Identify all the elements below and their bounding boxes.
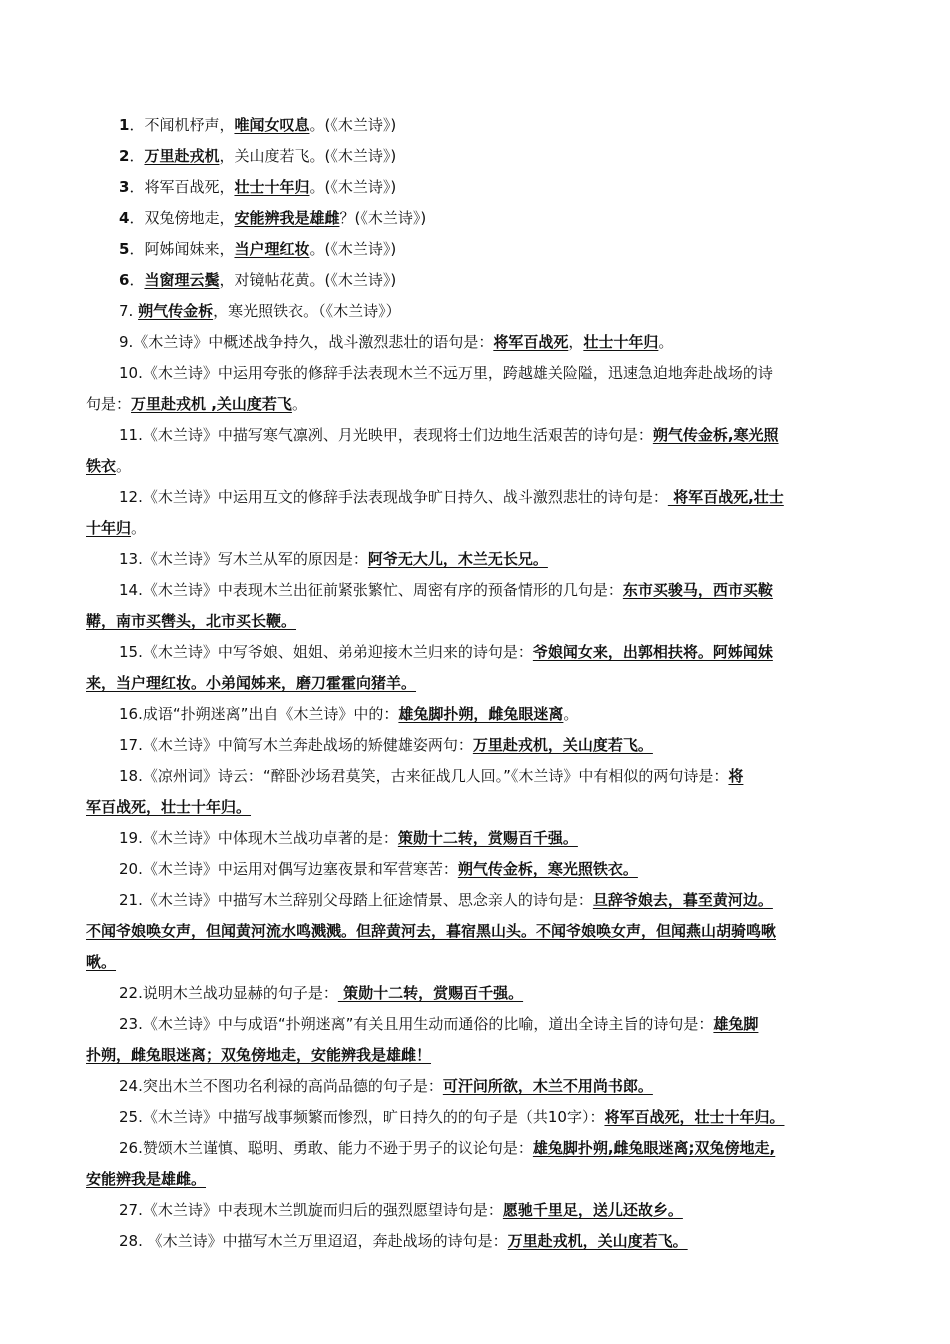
answer-text: 策勋十二转，赏赐百千强。 (397, 829, 578, 847)
text-line (86, 637, 866, 668)
text-line (86, 606, 866, 637)
document-body (86, 110, 866, 1257)
question-text: 28. 《木兰诗》中描写木兰万里迢迢，奔赴战场的诗句是： (119, 1232, 508, 1250)
question-item (86, 482, 866, 544)
question-text: ，对镜帖花黄。(《木兰诗》) (219, 271, 397, 289)
question-text: 。(《木兰诗》) (309, 240, 397, 258)
question-item (86, 1009, 866, 1071)
text-line (86, 792, 866, 823)
answer-text: 策勋十二转，赏赐百千强。 (337, 984, 524, 1002)
answer-text: 当窗理云鬓 (144, 271, 220, 289)
text-line (86, 203, 866, 234)
question-item (86, 730, 866, 761)
answer-text: 安能辨我是雄雌 (234, 209, 340, 227)
text-line (86, 141, 866, 172)
answer-text: 朔气传金柝 (138, 302, 214, 320)
answer-text: 爷娘闻女来，出郭相扶将。阿姊闻妹 (532, 643, 773, 661)
question-text: 14.《木兰诗》中表现木兰出征前紧张繁忙、周密有序的预备情形的几句是： (119, 581, 623, 599)
question-text: 。 (131, 519, 147, 537)
answer-text: 可汗问所欲，木兰不用尚书郎。 (442, 1077, 653, 1095)
text-line (86, 854, 866, 885)
question-item (86, 296, 866, 327)
text-line (86, 451, 866, 482)
question-text: ，关山度若飞。(《木兰诗》) (219, 147, 397, 165)
question-text: ． (129, 271, 145, 289)
question-text: 22.说明木兰战功显赫的句子是： (119, 984, 338, 1002)
question-text: 9.《木兰诗》中概述战争持久，战斗激烈悲壮的语句是： (119, 333, 494, 351)
question-text: 27.《木兰诗》中表现木兰凯旋而归后的强烈愿望诗句是： (119, 1201, 503, 1219)
question-text: 19.《木兰诗》中体现木兰战功卓著的是： (119, 829, 398, 847)
answer-text: 当户理红妆 (234, 240, 310, 258)
text-line (86, 234, 866, 265)
answer-text: 壮士十年归 (583, 333, 659, 351)
text-line (86, 172, 866, 203)
text-line (86, 327, 866, 358)
question-text: 23.《木兰诗》中与成语“扑朔迷离”有关且用生动而通俗的比喻，道出全诗主旨的诗句是： (119, 1015, 714, 1033)
text-line (86, 978, 866, 1009)
answer-text: 朔气传金柝,寒光照 (652, 426, 779, 444)
answer-text: 铁衣 (86, 457, 117, 475)
text-line (86, 916, 866, 947)
question-item (86, 823, 866, 854)
text-line (86, 761, 866, 792)
answer-text: 朔气传金柝，寒光照铁衣。 (457, 860, 638, 878)
question-text: 10.《木兰诗》中运用夸张的修辞手法表现木兰不远万里，跨越雄关险隘，迅速急迫地奔赴战场的诗 (119, 364, 773, 382)
question-item (86, 978, 866, 1009)
question-text: 21.《木兰诗》中描写木兰辞别父母踏上征途情景、思念亲人的诗句是： (119, 891, 593, 909)
question-item (86, 761, 866, 823)
question-text: 7. (119, 302, 139, 320)
text-line (86, 1040, 866, 1071)
question-text: 。 (563, 705, 579, 723)
question-item (86, 854, 866, 885)
answer-text: 唯闻女叹息 (234, 116, 310, 134)
question-text: 26.赞颂木兰谨慎、聪明、勇敢、能力不逊于男子的议论句是： (119, 1139, 533, 1157)
item-number: 6 (119, 271, 130, 289)
text-line (86, 482, 866, 513)
text-line (86, 110, 866, 141)
answer-text: 万里赴戎机 (144, 147, 220, 165)
text-line (86, 699, 866, 730)
text-line (86, 668, 866, 699)
answer-text: 万里赴戎机 ,关山度若飞 (131, 395, 292, 413)
answer-text: 阿爷无大儿，木兰无长兄。 (367, 550, 548, 568)
text-line (86, 1009, 866, 1040)
text-line (86, 885, 866, 916)
answer-text: 十年归 (86, 519, 132, 537)
question-text: 15.《木兰诗》中写爷娘、姐姐、弟弟迎接木兰归来的诗句是： (119, 643, 533, 661)
answer-text: 东市买骏马，西市买鞍 (622, 581, 773, 599)
text-line (86, 1102, 866, 1133)
answer-text: 万里赴戎机，关山度若飞。 (507, 1232, 688, 1250)
answer-text: 壮士十年归 (234, 178, 310, 196)
question-text: 。(《木兰诗》) (309, 116, 397, 134)
text-line (86, 358, 866, 389)
item-number: 2 (119, 147, 130, 165)
question-text: 12.《木兰诗》中运用互文的修辞手法表现战争旷日持久、战斗激烈悲壮的诗句是： (119, 488, 668, 506)
text-line (86, 544, 866, 575)
text-line (86, 389, 866, 420)
question-text: 句是： (86, 395, 132, 413)
question-text: ．不闻机杼声， (129, 116, 235, 134)
answer-text: 雄兔脚扑朔，雌兔眼迷离 (398, 705, 564, 723)
question-text: 25.《木兰诗》中描写战事频繁而惨烈，旷日持久的的句子是（共10字）： (119, 1108, 605, 1126)
answer-text: 将 (728, 767, 744, 785)
question-item (86, 358, 866, 420)
item-number: 5 (119, 240, 130, 258)
question-item (86, 1226, 866, 1257)
answer-text: 旦辞爷娘去，暮至黄河边。 (592, 891, 773, 909)
question-item (86, 544, 866, 575)
question-item (86, 1133, 866, 1195)
question-item (86, 885, 866, 978)
text-line (86, 1164, 866, 1195)
answer-text: 啾。 (86, 953, 117, 971)
question-item (86, 110, 866, 141)
question-item (86, 575, 866, 637)
question-item (86, 1102, 866, 1133)
answer-text: 雄兔脚扑朔,雌兔眼迷离;双兔傍地走, (532, 1139, 776, 1157)
question-text: ， (568, 333, 584, 351)
question-text: 13.《木兰诗》写木兰从军的原因是： (119, 550, 368, 568)
question-item (86, 141, 866, 172)
answer-text: 将军百战死 (493, 333, 569, 351)
answer-text: 鞯，南市买辔头，北市买长鞭。 (86, 612, 297, 630)
question-text: 11.《木兰诗》中描写寒气凛冽、月光映甲，表现将士们边地生活艰苦的诗句是： (119, 426, 653, 444)
question-text: 18.《凉州词》诗云：“醉卧沙场君莫笑，古来征战几人回。”《木兰诗》中有相似的两句诗是： (119, 767, 729, 785)
answer-text: 万里赴戎机，关山度若飞。 (472, 736, 653, 754)
question-text: 。 (116, 457, 132, 475)
answer-text: 将军百战死,壮士 (667, 488, 784, 506)
text-line (86, 823, 866, 854)
question-text: ． (129, 147, 145, 165)
question-text: ，寒光照铁衣。（《木兰诗》） (213, 302, 401, 320)
question-text: ．阿姊闻妹来， (129, 240, 235, 258)
text-line (86, 575, 866, 606)
item-number: 3 (119, 178, 130, 196)
answer-text: 来，当户理红妆。小弟闻姊来，磨刀霍霍向猪羊。 (86, 674, 417, 692)
text-line (86, 1226, 866, 1257)
question-text: 20.《木兰诗》中运用对偶写边塞夜景和军营寒苦： (119, 860, 458, 878)
text-line (86, 513, 866, 544)
item-number: 1 (119, 116, 130, 134)
text-line (86, 1133, 866, 1164)
text-line (86, 420, 866, 451)
question-text: 17.《木兰诗》中简写木兰奔赴战场的矫健雄姿两句： (119, 736, 473, 754)
question-text: 。 (658, 333, 674, 351)
text-line (86, 265, 866, 296)
answer-text: 愿驰千里足，送儿还故乡。 (502, 1201, 683, 1219)
answer-text: 扑朔，雌兔眼迷离；双兔傍地走，安能辨我是雄雌！ (86, 1046, 432, 1064)
text-line (86, 1195, 866, 1226)
question-item (86, 265, 866, 296)
question-item (86, 172, 866, 203)
question-item (86, 637, 866, 699)
question-text: ？(《木兰诗》) (339, 209, 427, 227)
question-item (86, 203, 866, 234)
question-item (86, 699, 866, 730)
text-line (86, 296, 866, 327)
question-text: ．双兔傍地走， (129, 209, 235, 227)
answer-text: 安能辨我是雄雌。 (86, 1170, 207, 1188)
question-item (86, 1071, 866, 1102)
text-line (86, 947, 866, 978)
question-text: ．将军百战死， (129, 178, 235, 196)
question-text: 。 (291, 395, 307, 413)
answer-text: 军百战死，壮士十年归。 (86, 798, 252, 816)
answer-text: 雄兔脚 (713, 1015, 759, 1033)
answer-text: 将军百战死，壮士十年归。 (604, 1108, 785, 1126)
text-line (86, 1071, 866, 1102)
answer-text: 不闻爷娘唤女声，但闻黄河流水鸣溅溅。但辞黄河去，暮宿黑山头。不闻爷娘唤女声，但闻燕山胡骑鸣啾 (86, 922, 777, 940)
question-text: 24.突出木兰不图功名利禄的高尚品德的句子是： (119, 1077, 443, 1095)
question-text: 。(《木兰诗》) (309, 178, 397, 196)
item-number: 4 (119, 209, 130, 227)
question-text: 16.成语“扑朔迷离”出自《木兰诗》中的： (119, 705, 399, 723)
question-item (86, 234, 866, 265)
text-line (86, 730, 866, 761)
question-item (86, 1195, 866, 1226)
question-item (86, 420, 866, 482)
question-item (86, 327, 866, 358)
